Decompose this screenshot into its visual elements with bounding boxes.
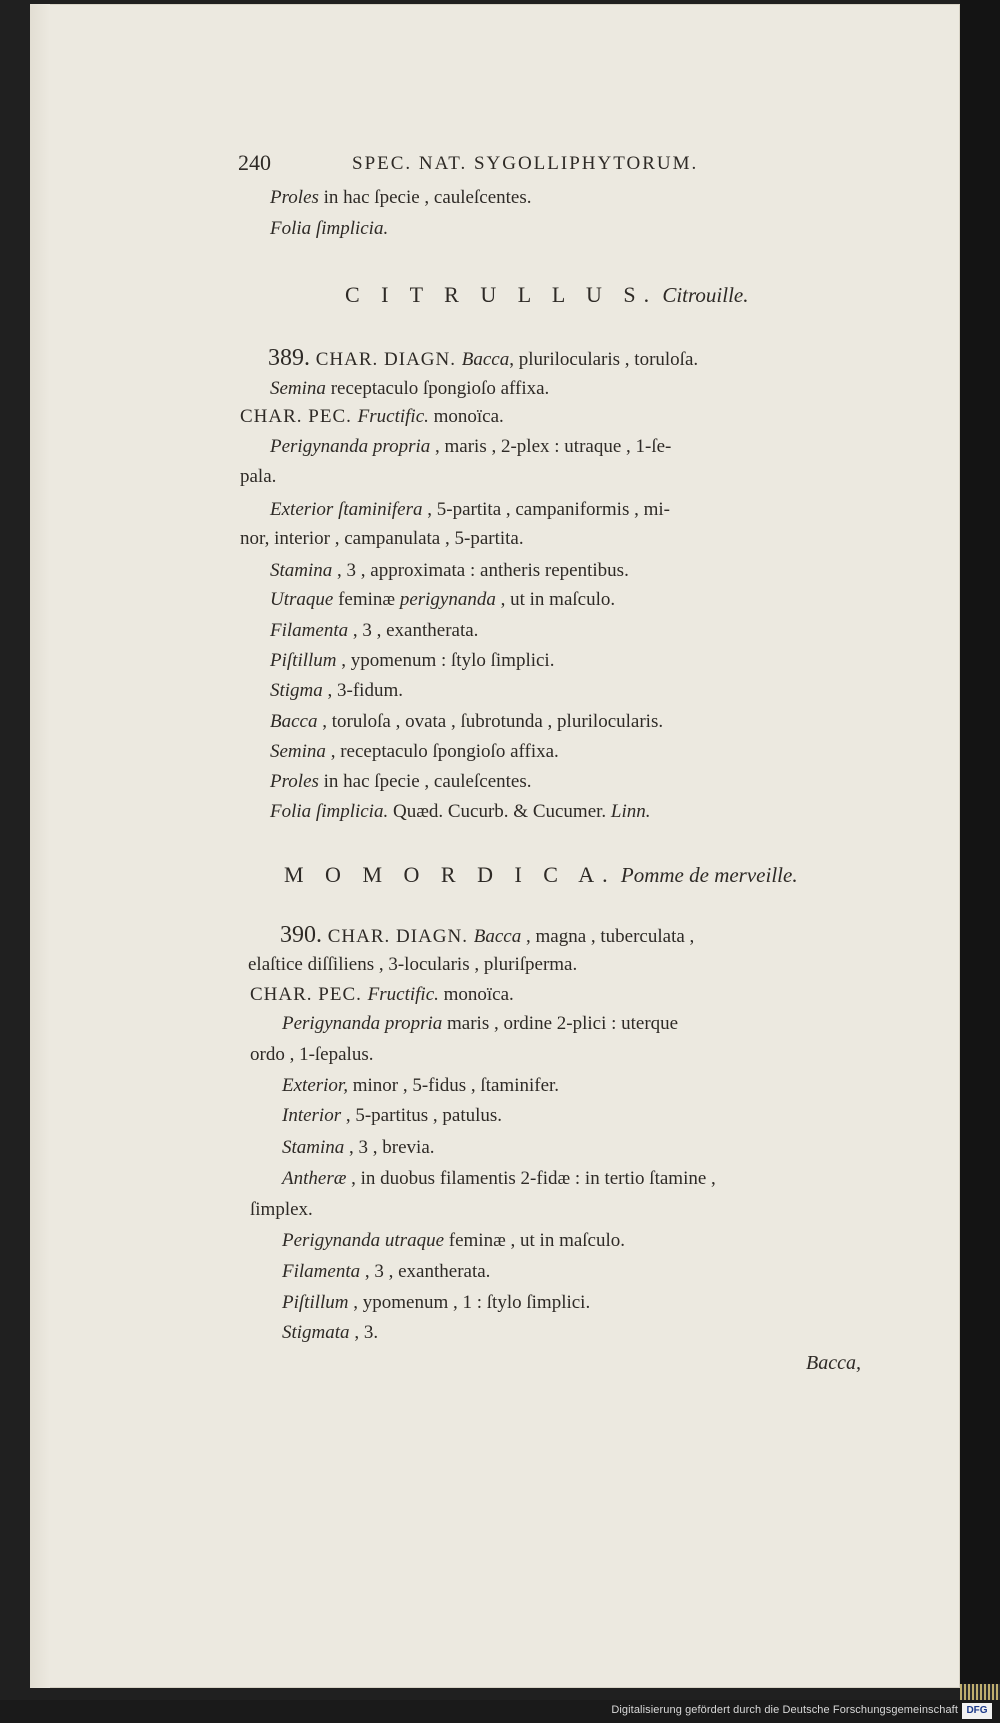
text-span: , in duobus filamentis 2-fidæ : in tertio ſtamine , — [346, 1168, 716, 1189]
text-span: , 3. — [349, 1322, 379, 1343]
page-gutter — [30, 4, 50, 1688]
italic-span: Filamenta — [282, 1261, 361, 1282]
text-span: C I T R U L L U S. — [345, 282, 658, 307]
text-span: , receptaculo ſpongioſo affixa. — [325, 741, 559, 762]
text-span: CHAR. DIAGN. — [310, 349, 462, 370]
text-span: receptaculo ſpongioſo affixa. — [325, 378, 550, 399]
text-span: CHAR. PEC. — [240, 406, 358, 427]
text-line — [282, 1137, 435, 1159]
paper-sheet — [30, 4, 960, 1688]
color-ruler-strip — [960, 1684, 1000, 1700]
text-line — [250, 984, 514, 1006]
text-span: , ypomenum , 1 : ſtylo ſimplici. — [348, 1292, 591, 1313]
text-span: maris , ordine 2-plici : uterque — [442, 1013, 679, 1034]
text-line — [282, 1013, 678, 1035]
text-span: CHAR. PEC. — [250, 984, 368, 1005]
running-title: SPEC. NAT. SYGOLLIPHYTORUM. — [352, 153, 699, 174]
text-span: CHAR. DIAGN. — [322, 926, 474, 947]
text-span: minor , 5-fidus , ſtaminifer. — [347, 1075, 560, 1096]
text-line — [270, 680, 403, 702]
text-span: monoïca. — [428, 406, 504, 427]
genus-heading — [345, 282, 748, 308]
text-span: , ut in maſculo. — [495, 589, 616, 610]
text-line — [270, 650, 554, 672]
italic-span: Perigynanda propria — [282, 1013, 443, 1034]
text-span: in hac ſpecie , cauleſcentes. — [318, 771, 532, 792]
text-line — [240, 406, 504, 428]
text-line — [270, 499, 670, 521]
italic-span: Fructific. — [367, 984, 439, 1005]
scan-edge — [960, 0, 1000, 1723]
text-line — [250, 1044, 373, 1066]
text-line — [282, 1105, 502, 1127]
italic-span: Antheræ — [282, 1168, 347, 1189]
text-line — [240, 528, 524, 550]
italic-span: Perigynanda utraque — [282, 1230, 445, 1251]
italic-span: perigynanda — [399, 589, 496, 610]
text-span: , 3 , exantherata. — [360, 1261, 491, 1282]
italic-span: Bacca — [461, 349, 510, 370]
italic-span: Filamenta — [270, 620, 349, 641]
text-span: 390. — [280, 922, 322, 948]
text-line — [248, 954, 577, 976]
italic-span: Proles — [270, 771, 319, 792]
text-line — [270, 589, 615, 611]
text-span: monoïca. — [438, 984, 514, 1005]
text-span: , magna , tuberculata , — [521, 926, 695, 947]
italic-span: Interior — [282, 1105, 342, 1126]
text-span: , 3 , approximata : antheris repentibus. — [332, 560, 629, 581]
italic-span: Exterior ſtaminifera — [270, 499, 423, 520]
italic-span: Perigynanda propria — [270, 436, 431, 457]
text-line — [270, 378, 549, 400]
text-span: ſimplex. — [250, 1199, 313, 1220]
italic-span: Stigmata — [282, 1322, 350, 1343]
text-span: , maris , 2-plex : utraque , 1-ſe- — [430, 436, 672, 457]
italic-span: Proles — [270, 187, 319, 208]
text-span: , 5-partitus , patulus. — [341, 1105, 503, 1126]
italic-span: Stigma — [270, 680, 323, 701]
italic-span: Piſtillum — [282, 1292, 349, 1313]
text-line — [270, 771, 532, 793]
text-line — [282, 1075, 559, 1097]
text-span: , plurilocularis , toruloſa. — [509, 349, 699, 370]
italic-span: Linn. — [610, 801, 651, 822]
italic-span: Bacca — [473, 926, 522, 947]
text-line — [282, 1261, 490, 1283]
page-number: 240 — [238, 150, 271, 175]
text-span: ordo , 1-ſepalus. — [250, 1044, 374, 1065]
text-line — [270, 187, 532, 209]
text-span: Quæd. Cucurb. & Cucumer. — [388, 801, 611, 822]
text-span: nor, interior , campanulata , 5-partita. — [240, 528, 524, 549]
text-span: , 3 , exantherata. — [348, 620, 479, 641]
italic-span: Bacca — [270, 711, 318, 732]
text-line — [240, 466, 276, 488]
digitization-credit: Digitalisierung gefördert durch die Deutsche Forschungsgemeinschaft — [611, 1704, 958, 1716]
text-span: feminæ — [333, 589, 400, 610]
italic-span: Stamina — [270, 560, 333, 581]
species-entry — [280, 922, 694, 949]
text-line — [282, 1322, 378, 1344]
text-span: , 5-partita , campaniformis , mi- — [422, 499, 670, 520]
text-span: M O M O R D I C A. — [284, 862, 616, 887]
italic-span: Semina — [270, 378, 326, 399]
text-line — [270, 801, 651, 823]
text-line — [270, 741, 559, 763]
text-span: , ypomenum : ſtylo ſimplici. — [336, 650, 555, 671]
italic-span: Exterior, — [282, 1075, 348, 1096]
italic-span: Folia ſimplicia. — [270, 218, 389, 239]
text-line — [270, 436, 671, 458]
dfg-logo: DFG — [962, 1703, 992, 1719]
italic-span: Piſtillum — [270, 650, 337, 671]
italic-span: Semina — [270, 741, 326, 762]
text-line — [282, 1230, 625, 1252]
text-span: Citrouille. — [657, 283, 749, 307]
text-span: in hac ſpecie , cauleſcentes. — [318, 187, 532, 208]
text-span: , 3 , brevia. — [344, 1137, 435, 1158]
italic-span: Stamina — [282, 1137, 345, 1158]
text-span: , toruloſa , ovata , ſubrotunda , plurilocularis. — [317, 711, 664, 732]
text-line — [270, 560, 629, 582]
text-line — [270, 711, 663, 733]
italic-span: Folia ſimplicia. — [270, 801, 389, 822]
text-span: Pomme de merveille. — [615, 863, 798, 887]
text-line — [250, 1199, 313, 1221]
text-line — [282, 1168, 716, 1190]
text-span: 389. — [268, 345, 310, 371]
genus-heading — [284, 862, 798, 888]
text-span: feminæ , ut in maſculo. — [444, 1230, 626, 1251]
text-line — [270, 218, 388, 240]
text-span: pala. — [240, 466, 277, 487]
species-entry — [268, 345, 698, 372]
italic-span: Utraque — [270, 589, 334, 610]
text-line — [270, 620, 478, 642]
italic-span: Fructific. — [357, 406, 429, 427]
text-span: elaſtice diſſiliens , 3-locularis , pluriſperma. — [248, 954, 578, 975]
text-span: , 3-fidum. — [322, 680, 403, 701]
text-line — [282, 1292, 590, 1314]
catchword: Bacca, — [806, 1352, 861, 1374]
